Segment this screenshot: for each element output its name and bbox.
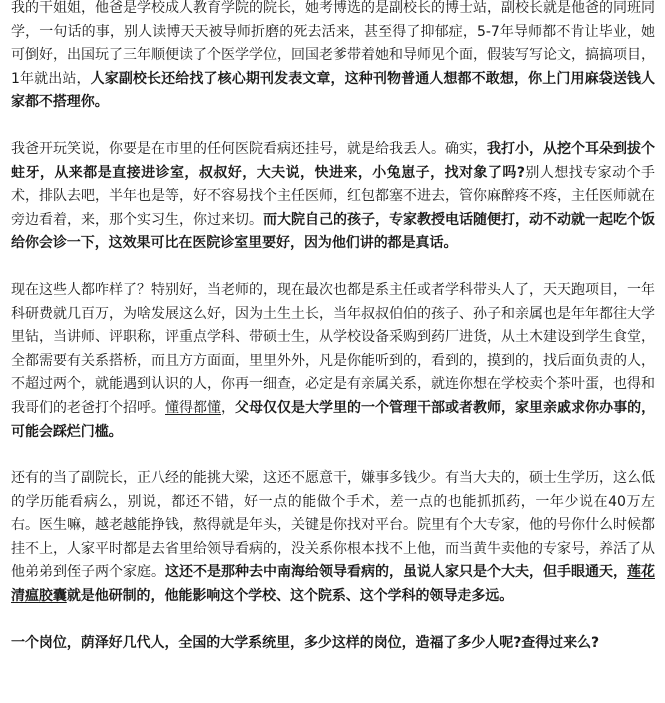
paragraph-3-underlined-text: 懂得都懂 xyxy=(165,399,222,416)
paragraph-4-underlined-bold-text: 莲花清瘟胶囊 xyxy=(11,564,655,605)
paragraph-1 xyxy=(11,0,655,115)
article-body xyxy=(11,0,655,678)
paragraph-3-text: 现在这些人都咋样了？特别好，当老师的，现在最次也都是系主任或者学科带头人了，天天跑项目，一年科研费就几百万，为啥发展这么好，因为土生土长，当年叔叔伯伯的孩子、孙子和亲属也是年年都往大学里钻，当讲师、评职称，评重点学科、带硕士生，从学校设备采购到药厂进货，从土木建设到学生食堂，全都需要有关系搭桥，而且方方面面，里里外外，凡是你能听到的，看到的，摸到的，找后面负责的人，不超过两个，就能遇到认识的人，你再一细查，必定是有亲属关系，就连你想在学校卖个茶叶蛋，也得和我哥们的老爸打个招呼。 xyxy=(11,281,655,416)
paragraph-1-bold-text: 人家副校长还给找了核心期刊发表文章，这种刊物普通人想都不敢想，你上门用麻袋送钱人家都不搭理你。 xyxy=(11,70,655,111)
paragraph-2-text-a: 我爸开玩笑说，你要是在市里的任何医院看病还挂号，就是给我丢人。确实， xyxy=(11,140,488,157)
paragraph-3-comma: ， xyxy=(221,399,236,416)
paragraph-4-bold-text-a: 这还不是那种去中南海给领导看病的，虽说人家只是个大夫，但手眼通天， xyxy=(165,564,628,581)
paragraph-3-bold-text: 父母仅仅是大学里的一个管理干部或者教师，家里亲戚求你办事的，可能会踩烂门槛。 xyxy=(11,399,656,440)
paragraph-4-bold-text-b: 就是他研制的，他能影响这个学校、这个院系、这个学科的领导走多远。 xyxy=(66,588,514,605)
paragraph-2-bold-text-a: 我打小，从挖个耳朵到拔个蛀牙，从来都是直接进诊室，叔叔好，大夫说，快进来，小兔崽子，找对象了吗? xyxy=(11,140,655,181)
paragraph-4 xyxy=(11,467,655,609)
paragraph-2-text-b: 别人想找专家动个手术，排队去吧，半年也是等，好不容易找个主任医师，红包都塞不进去，管你麻醉疼不疼，主任医师就在旁边看着，来，那个实习生，你过来切。 xyxy=(11,164,655,228)
paragraph-5 xyxy=(11,632,655,656)
paragraph-2-bold-text-b: 而大院自己的孩子，专家教授电话随便打，动不动就一起吃个饭给你会诊一下，这效果可比在医院诊室里要好，因为他们讲的都是真话。 xyxy=(11,211,655,252)
paragraph-4-text: 还有的当了副院长，正八经的能挑大梁，这还不愿意干，嫌事多钱少。有当大夫的，硕士生学历，这么低的学历能看病么，别说，都还不错，好一点的能做个手术，差一点的也能抓抓药，一年少说在40万左右。医生嘛，越老越能挣钱，熬得就是年头，关键是你找对平台。院里有个大专家，他的号你什么时候都挂不上，人家平时都是去省里给领导看病的，没关系你根本找不上他，而当黄牛卖他的专家号，养活了从他弟弟到侄子两个家庭。 xyxy=(11,470,655,581)
paragraph-1-text: 我的干姐姐，他爸是学校成人教育学院的院长，她考博选的是副校长的博士站，副校长就是他爸的同班同学，一句话的事，别人读博天天被导师折磨的死去活来，甚至得了抑郁症，5-7年导师都不肯让毕业，她可倒好，出国玩了三年顺便读了个医学学位，回国老爹带着她和导师见个面，假装写写论文，搞搞项目，1年就出站， xyxy=(11,0,655,87)
paragraph-2 xyxy=(11,138,655,256)
paragraph-3 xyxy=(11,279,655,444)
paragraph-5-bold-text: 一个岗位，荫泽好几代人，全国的大学系统里，多少这样的岗位，造福了多少人呢?查得过来么? xyxy=(11,634,600,651)
